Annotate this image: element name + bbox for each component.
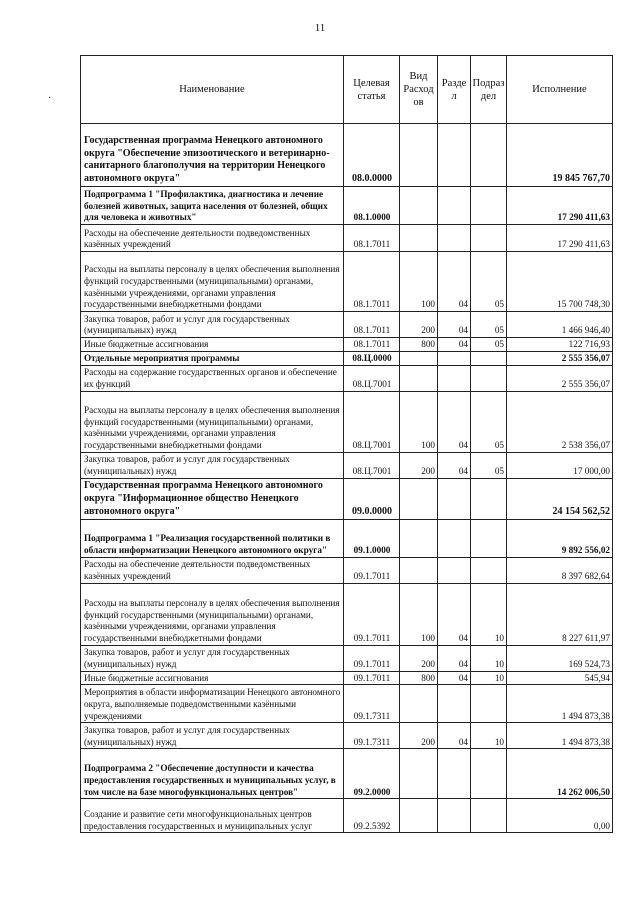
row-section (438, 478, 471, 519)
row-subsection (471, 519, 507, 557)
row-amount: 545,94 (507, 671, 613, 685)
row-code: 09.1.7011 (344, 645, 400, 671)
row-type: 100 (400, 252, 438, 312)
row-name: Отдельные мероприятия программы (81, 351, 344, 365)
row-type (400, 187, 438, 225)
row-subsection (471, 478, 507, 519)
row-name: Подпрограмма 2 "Обеспечение доступности и качества предоставления государственных и муниципальных услуг, в том числе на базе многофункциональных центров" (81, 749, 344, 799)
row-section (438, 124, 471, 187)
row-type: 100 (400, 583, 438, 645)
table-row (81, 452, 613, 478)
row-subsection: 10 (471, 671, 507, 685)
row-code: 09.2.5392 (344, 799, 400, 833)
row-amount: 2 555 356,07 (507, 351, 613, 365)
row-amount: 1 494 873,38 (507, 723, 613, 749)
row-section (438, 749, 471, 799)
row-subsection (471, 557, 507, 583)
table-row (81, 519, 613, 557)
row-name: Расходы на содержание государственных органов и обеспечение их функций (81, 365, 344, 391)
row-amount: 9 892 556,02 (507, 519, 613, 557)
row-amount: 169 524,73 (507, 645, 613, 671)
table-row (81, 187, 613, 225)
row-section: 04 (438, 645, 471, 671)
row-code: 09.1.7011 (344, 557, 400, 583)
table-row (81, 351, 613, 365)
row-subsection (471, 685, 507, 723)
table-row (81, 225, 613, 252)
row-subsection (471, 124, 507, 187)
row-code: 08.1.7011 (344, 225, 400, 252)
row-amount: 14 262 006,50 (507, 749, 613, 799)
row-section (438, 799, 471, 833)
row-code: 08.1.7011 (344, 338, 400, 352)
row-subsection: 10 (471, 723, 507, 749)
budget-execution-table (80, 55, 613, 833)
row-type (400, 557, 438, 583)
row-name: Закупка товаров, работ и услуг для государственных (муниципальных) нужд (81, 723, 344, 749)
table-row (81, 365, 613, 391)
row-code: 08.Ц.0000 (344, 351, 400, 365)
table-row (81, 391, 613, 452)
row-name: Расходы на обеспечение деятельности подведомственных казённых учреждений (81, 225, 344, 252)
row-amount: 8 397 682,64 (507, 557, 613, 583)
row-amount: 17 290 411,63 (507, 225, 613, 252)
row-name: Государственная программа Ненецкого автономного округа "Обеспечение эпизоотического и ветеринарно-санитарного благополучия на территории Ненецкого автономного округа" (81, 124, 344, 187)
row-subsection (471, 351, 507, 365)
row-amount: 17 290 411,63 (507, 187, 613, 225)
row-name: Иные бюджетные ассигнования (81, 338, 344, 352)
row-amount: 24 154 562,52 (507, 478, 613, 519)
row-name: Расходы на выплаты персоналу в целях обеспечения выполнения функций государственными (муниципальными) органами, казёнными учреждениями, органами управления государственными внебюджетными фондами (81, 252, 344, 312)
row-subsection (471, 749, 507, 799)
row-type (400, 351, 438, 365)
row-code: 09.1.7311 (344, 723, 400, 749)
row-type: 100 (400, 391, 438, 452)
header-execution: Исполнение (507, 56, 613, 124)
row-subsection: 05 (471, 312, 507, 338)
row-code: 09.0.0000 (344, 478, 400, 519)
row-code: 08.0.0000 (344, 124, 400, 187)
row-subsection: 10 (471, 645, 507, 671)
row-code: 09.1.7011 (344, 583, 400, 645)
row-name: Мероприятия в области информатизации Ненецкого автономного округа, выполняемые подведомственными казёнными учреждениями (81, 685, 344, 723)
row-subsection (471, 225, 507, 252)
row-section (438, 187, 471, 225)
row-amount: 15 700 748,30 (507, 252, 613, 312)
row-type (400, 225, 438, 252)
row-section: 04 (438, 583, 471, 645)
row-code: 09.2.0000 (344, 749, 400, 799)
row-section: 04 (438, 723, 471, 749)
row-code: 08.1.0000 (344, 187, 400, 225)
row-subsection: 05 (471, 391, 507, 452)
row-type: 200 (400, 723, 438, 749)
row-amount: 2 538 356,07 (507, 391, 613, 452)
row-type (400, 749, 438, 799)
margin-mark: · (48, 93, 52, 104)
row-type (400, 365, 438, 391)
row-name: Подпрограмма 1 "Профилактика, диагностика и лечение болезней животных, защита населения от болезней, общих для человека и животных" (81, 187, 344, 225)
row-amount: 122 716,93 (507, 338, 613, 352)
row-name: Закупка товаров, работ и услуг для государственных (муниципальных) нужд (81, 452, 344, 478)
row-code: 09.1.7011 (344, 671, 400, 685)
row-subsection (471, 365, 507, 391)
row-subsection: 05 (471, 252, 507, 312)
table-row (81, 685, 613, 723)
row-code: 09.1.0000 (344, 519, 400, 557)
row-code: 08.Ц.7001 (344, 365, 400, 391)
row-type (400, 685, 438, 723)
row-code: 08.Ц.7001 (344, 391, 400, 452)
row-section: 04 (438, 671, 471, 685)
row-name: Иные бюджетные ассигнования (81, 671, 344, 685)
row-subsection (471, 187, 507, 225)
table-row (81, 799, 613, 833)
row-section (438, 519, 471, 557)
table-row (81, 671, 613, 685)
table-row (81, 557, 613, 583)
header-subsection: Подраз дел (471, 56, 507, 124)
row-name: Расходы на выплаты персоналу в целях обеспечения выполнения функций государственными (муниципальными) органами, казёнными учреждениями, органами управления государственными внебюджетными фондами (81, 583, 344, 645)
table-row (81, 312, 613, 338)
table-row (81, 338, 613, 352)
row-section (438, 365, 471, 391)
row-code: 08.1.7011 (344, 312, 400, 338)
table-row (81, 124, 613, 187)
row-name: Расходы на выплаты персоналу в целях обеспечения выполнения функций государственными (муниципальными) органами, казёнными учреждениями, органами управления государственными внебюджетными фондами (81, 391, 344, 452)
row-name: Закупка товаров, работ и услуг для государственных (муниципальных) нужд (81, 312, 344, 338)
row-amount: 17 000,00 (507, 452, 613, 478)
table-row (81, 583, 613, 645)
table-row (81, 749, 613, 799)
header-target: Целевая статья (344, 56, 400, 124)
row-code: 09.1.7311 (344, 685, 400, 723)
row-type: 800 (400, 338, 438, 352)
row-type (400, 799, 438, 833)
row-subsection (471, 799, 507, 833)
table-header-row (81, 56, 613, 124)
row-code: 08.1.7011 (344, 252, 400, 312)
row-subsection: 05 (471, 338, 507, 352)
row-amount: 0,00 (507, 799, 613, 833)
row-section: 04 (438, 338, 471, 352)
table-row (81, 252, 613, 312)
row-name: Расходы на обеспечение деятельности подведомственных казённых учреждений (81, 557, 344, 583)
table-row (81, 723, 613, 749)
row-name: Закупка товаров, работ и услуг для государственных (муниципальных) нужд (81, 645, 344, 671)
row-section (438, 351, 471, 365)
row-type (400, 519, 438, 557)
row-section: 04 (438, 312, 471, 338)
row-type: 200 (400, 312, 438, 338)
header-type: Вид Расход ов (400, 56, 438, 124)
row-type (400, 478, 438, 519)
row-subsection: 05 (471, 452, 507, 478)
row-name: Создание и развитие сети многофункциональных центров предоставления государственных и муниципальных услуг (81, 799, 344, 833)
row-subsection: 10 (471, 583, 507, 645)
row-amount: 1 466 946,40 (507, 312, 613, 338)
header-name: Наименование (81, 56, 344, 124)
row-amount: 1 494 873,38 (507, 685, 613, 723)
row-amount: 19 845 767,70 (507, 124, 613, 187)
table-row (81, 645, 613, 671)
row-section (438, 685, 471, 723)
row-type: 200 (400, 645, 438, 671)
row-type (400, 124, 438, 187)
row-type: 200 (400, 452, 438, 478)
row-section (438, 557, 471, 583)
row-section (438, 225, 471, 252)
row-amount: 8 227 611,97 (507, 583, 613, 645)
row-name: Подпрограмма 1 "Реализация государственной политики в области информатизации Ненецкого автономного округа" (81, 519, 344, 557)
page-number: 11 (314, 22, 326, 34)
row-type: 800 (400, 671, 438, 685)
header-section: Разде л (438, 56, 471, 124)
row-section: 04 (438, 452, 471, 478)
row-name: Государственная программа Ненецкого автономного округа "Информационное общество Ненецкого автономного округа" (81, 478, 344, 519)
row-amount: 2 555 356,07 (507, 365, 613, 391)
table-row (81, 478, 613, 519)
row-code: 08.Ц.7001 (344, 452, 400, 478)
row-section: 04 (438, 391, 471, 452)
row-section: 04 (438, 252, 471, 312)
